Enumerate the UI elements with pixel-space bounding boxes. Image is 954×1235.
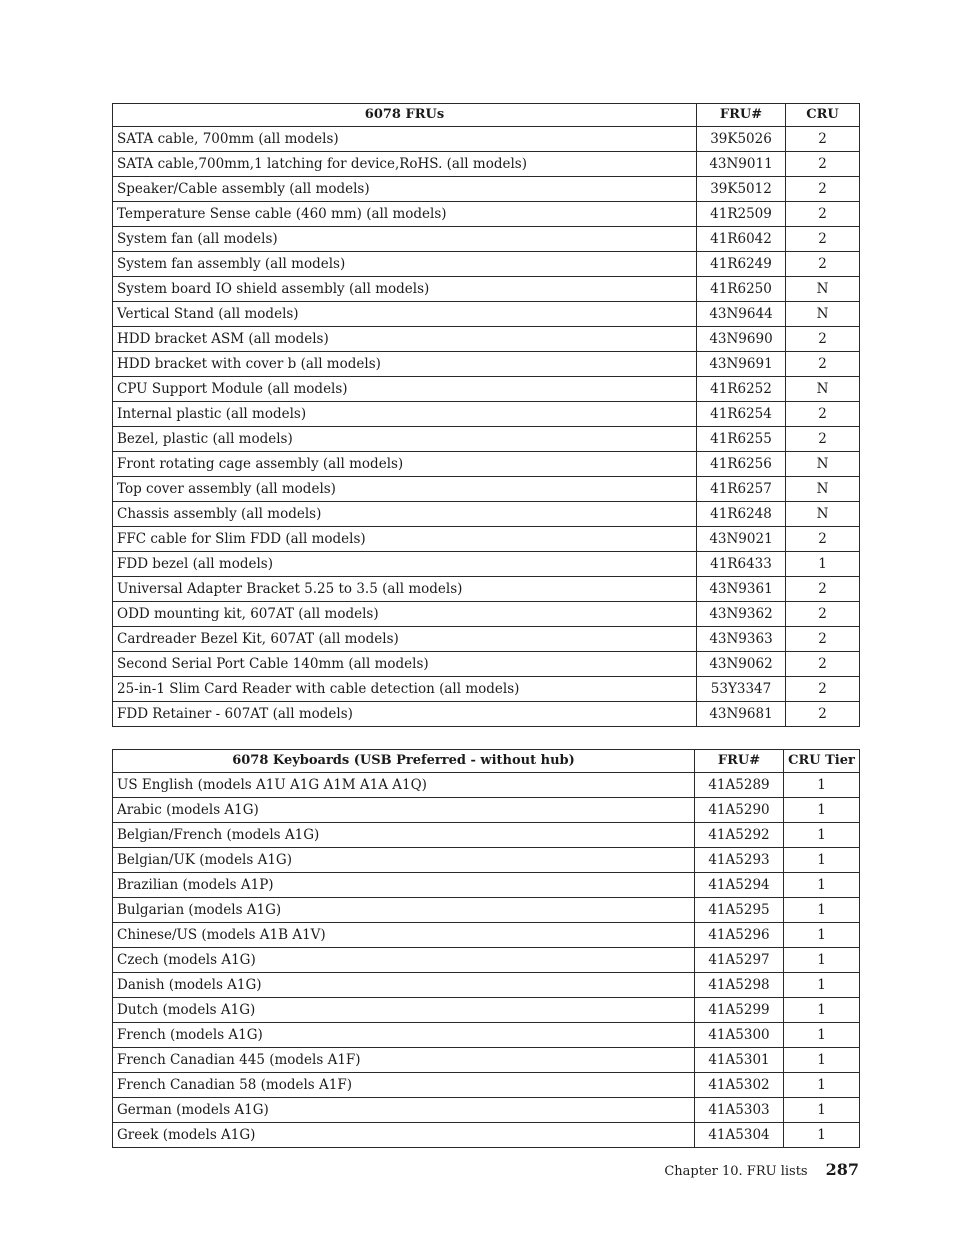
cell-description: Chassis assembly (all models): [113, 502, 697, 527]
cell-cru: 1: [786, 552, 860, 577]
cell-cru: 2: [786, 227, 860, 252]
cell-fru-number: 41A5298: [695, 973, 784, 998]
cell-cru: 2: [786, 352, 860, 377]
table-row: [113, 127, 860, 152]
table-row: [113, 527, 860, 552]
cell-fru-number: 43N9690: [697, 327, 786, 352]
cell-fru-number: 41R6255: [697, 427, 786, 452]
cell-cru: 2: [786, 602, 860, 627]
cell-description: SATA cable, 700mm (all models): [113, 127, 697, 152]
cell-fru-number: 41A5290: [695, 798, 784, 823]
cell-fru-number: 41A5297: [695, 948, 784, 973]
cell-fru-number: 41R6256: [697, 452, 786, 477]
cell-description: SATA cable,700mm,1 latching for device,RoHS. (all models): [113, 152, 697, 177]
cell-fru-number: 41R6250: [697, 277, 786, 302]
cell-fru-number: 41R6042: [697, 227, 786, 252]
cell-fru-number: 41R6254: [697, 402, 786, 427]
cell-description: Belgian/French (models A1G): [113, 823, 695, 848]
table-row: [113, 552, 860, 577]
column-header-fru: FRU#: [697, 104, 786, 127]
cell-description: ODD mounting kit, 607AT (all models): [113, 602, 697, 627]
cell-cru: N: [786, 302, 860, 327]
cell-description: Cardreader Bezel Kit, 607AT (all models): [113, 627, 697, 652]
table-row: [113, 998, 860, 1023]
cell-description: System board IO shield assembly (all models): [113, 277, 697, 302]
table-row: [113, 1098, 860, 1123]
table-row: [113, 577, 860, 602]
cell-description: Chinese/US (models A1B A1V): [113, 923, 695, 948]
cell-description: French (models A1G): [113, 1023, 695, 1048]
cell-description: Brazilian (models A1P): [113, 873, 695, 898]
cell-description: Danish (models A1G): [113, 973, 695, 998]
cell-cru: N: [786, 277, 860, 302]
cell-cru: 1: [784, 998, 860, 1023]
cell-fru-number: 41A5302: [695, 1073, 784, 1098]
table-row: [113, 152, 860, 177]
table-row: [113, 602, 860, 627]
cell-fru-number: 41R6433: [697, 552, 786, 577]
cell-description: CPU Support Module (all models): [113, 377, 697, 402]
column-header-cru-tier: CRU Tier: [784, 750, 860, 773]
cell-cru: 1: [784, 873, 860, 898]
cell-description: US English (models A1U A1G A1M A1A A1Q): [113, 773, 695, 798]
cell-cru: 2: [786, 702, 860, 727]
cell-fru-number: 43N9691: [697, 352, 786, 377]
cell-description: Internal plastic (all models): [113, 402, 697, 427]
table-row: [113, 302, 860, 327]
table-row: [113, 702, 860, 727]
cell-fru-number: 41A5294: [695, 873, 784, 898]
cell-cru: 1: [784, 848, 860, 873]
cell-cru: 1: [784, 1023, 860, 1048]
cell-description: FDD Retainer - 607AT (all models): [113, 702, 697, 727]
table-header-row: [113, 750, 860, 773]
cell-cru: 1: [784, 923, 860, 948]
cell-fru-number: 41R6249: [697, 252, 786, 277]
cell-cru: 2: [786, 177, 860, 202]
table-row: [113, 773, 860, 798]
column-header-description: 6078 FRUs: [113, 104, 697, 127]
cell-fru-number: 41R6257: [697, 477, 786, 502]
column-header-cru: CRU: [786, 104, 860, 127]
cell-fru-number: 39K5012: [697, 177, 786, 202]
cell-description: French Canadian 58 (models A1F): [113, 1073, 695, 1098]
table-row: [113, 352, 860, 377]
cell-description: French Canadian 445 (models A1F): [113, 1048, 695, 1073]
table-row: [113, 252, 860, 277]
keyboards-table: [112, 749, 860, 1148]
cell-cru: 2: [786, 527, 860, 552]
cell-cru: N: [786, 452, 860, 477]
cell-description: System fan (all models): [113, 227, 697, 252]
table-row: [113, 627, 860, 652]
cell-fru-number: 43N9011: [697, 152, 786, 177]
cell-description: Temperature Sense cable (460 mm) (all models): [113, 202, 697, 227]
table-row: [113, 948, 860, 973]
cell-fru-number: 43N9021: [697, 527, 786, 552]
cell-description: Vertical Stand (all models): [113, 302, 697, 327]
cell-fru-number: 41A5299: [695, 998, 784, 1023]
table-row: [113, 477, 860, 502]
cell-description: Universal Adapter Bracket 5.25 to 3.5 (all models): [113, 577, 697, 602]
cell-fru-number: 43N9362: [697, 602, 786, 627]
table-row: [113, 798, 860, 823]
table-row: [113, 327, 860, 352]
cell-cru: 2: [786, 652, 860, 677]
cell-cru: 2: [786, 427, 860, 452]
table-row: [113, 427, 860, 452]
table-row: [113, 402, 860, 427]
cell-cru: 2: [786, 677, 860, 702]
table-row: [113, 1073, 860, 1098]
cell-fru-number: 43N9062: [697, 652, 786, 677]
cell-cru: 1: [784, 773, 860, 798]
table-row: [113, 277, 860, 302]
column-header-description: 6078 Keyboards (USB Preferred - without hub): [113, 750, 695, 773]
cell-fru-number: 41A5300: [695, 1023, 784, 1048]
cell-cru: 1: [784, 1048, 860, 1073]
table-row: [113, 652, 860, 677]
cell-description: System fan assembly (all models): [113, 252, 697, 277]
cell-fru-number: 41A5293: [695, 848, 784, 873]
table-row: [113, 973, 860, 998]
cell-cru: 2: [786, 327, 860, 352]
cell-description: Top cover assembly (all models): [113, 477, 697, 502]
cell-cru: N: [786, 477, 860, 502]
cell-description: Speaker/Cable assembly (all models): [113, 177, 697, 202]
page-footer: [664, 1160, 859, 1179]
cell-cru: 1: [784, 798, 860, 823]
cell-description: Arabic (models A1G): [113, 798, 695, 823]
table-row: [113, 177, 860, 202]
cell-fru-number: 41R6252: [697, 377, 786, 402]
cell-cru: 2: [786, 252, 860, 277]
cell-fru-number: 41A5296: [695, 923, 784, 948]
cell-description: Belgian/UK (models A1G): [113, 848, 695, 873]
cell-description: Second Serial Port Cable 140mm (all models): [113, 652, 697, 677]
cell-description: FDD bezel (all models): [113, 552, 697, 577]
cell-fru-number: 43N9644: [697, 302, 786, 327]
table-row: [113, 452, 860, 477]
cell-fru-number: 43N9361: [697, 577, 786, 602]
table-row: [113, 1048, 860, 1073]
cell-fru-number: 41A5295: [695, 898, 784, 923]
cell-cru: 2: [786, 402, 860, 427]
cell-fru-number: 41A5292: [695, 823, 784, 848]
cell-fru-number: 41A5301: [695, 1048, 784, 1073]
table-header-row: [113, 104, 860, 127]
column-header-fru: FRU#: [695, 750, 784, 773]
table-row: [113, 873, 860, 898]
cell-cru: 2: [786, 627, 860, 652]
cell-description: HDD bracket with cover b (all models): [113, 352, 697, 377]
cell-cru: 1: [784, 1123, 860, 1148]
cell-fru-number: 41A5304: [695, 1123, 784, 1148]
cell-description: FFC cable for Slim FDD (all models): [113, 527, 697, 552]
table-row: [113, 1023, 860, 1048]
table-row: [113, 823, 860, 848]
cell-cru: 2: [786, 127, 860, 152]
cell-cru: 2: [786, 152, 860, 177]
cell-fru-number: 39K5026: [697, 127, 786, 152]
cell-cru: 1: [784, 1098, 860, 1123]
table-row: [113, 502, 860, 527]
cell-fru-number: 41R2509: [697, 202, 786, 227]
cell-fru-number: 43N9681: [697, 702, 786, 727]
cell-description: Greek (models A1G): [113, 1123, 695, 1148]
cell-description: Bulgarian (models A1G): [113, 898, 695, 923]
cell-cru: 2: [786, 202, 860, 227]
cell-cru: 1: [784, 973, 860, 998]
table-row: [113, 227, 860, 252]
cell-fru-number: 41R6248: [697, 502, 786, 527]
table-row: [113, 1123, 860, 1148]
cell-fru-number: 41A5289: [695, 773, 784, 798]
cell-description: German (models A1G): [113, 1098, 695, 1123]
cell-description: Dutch (models A1G): [113, 998, 695, 1023]
table-row: [113, 923, 860, 948]
cell-description: Front rotating cage assembly (all models): [113, 452, 697, 477]
frus-table: [112, 103, 860, 727]
cell-cru: N: [786, 377, 860, 402]
cell-cru: 1: [784, 898, 860, 923]
table-row: [113, 202, 860, 227]
cell-cru: 1: [784, 823, 860, 848]
cell-cru: 2: [786, 577, 860, 602]
cell-description: 25-in-1 Slim Card Reader with cable detection (all models): [113, 677, 697, 702]
chapter-title: Chapter 10. FRU lists: [664, 1164, 808, 1179]
cell-description: Czech (models A1G): [113, 948, 695, 973]
cell-cru: N: [786, 502, 860, 527]
table-row: [113, 848, 860, 873]
table-row: [113, 677, 860, 702]
cell-description: HDD bracket ASM (all models): [113, 327, 697, 352]
page-number: 287: [825, 1160, 859, 1179]
cell-fru-number: 53Y3347: [697, 677, 786, 702]
cell-cru: 1: [784, 1073, 860, 1098]
cell-fru-number: 41A5303: [695, 1098, 784, 1123]
cell-cru: 1: [784, 948, 860, 973]
table-row: [113, 377, 860, 402]
cell-fru-number: 43N9363: [697, 627, 786, 652]
cell-description: Bezel, plastic (all models): [113, 427, 697, 452]
table-row: [113, 898, 860, 923]
